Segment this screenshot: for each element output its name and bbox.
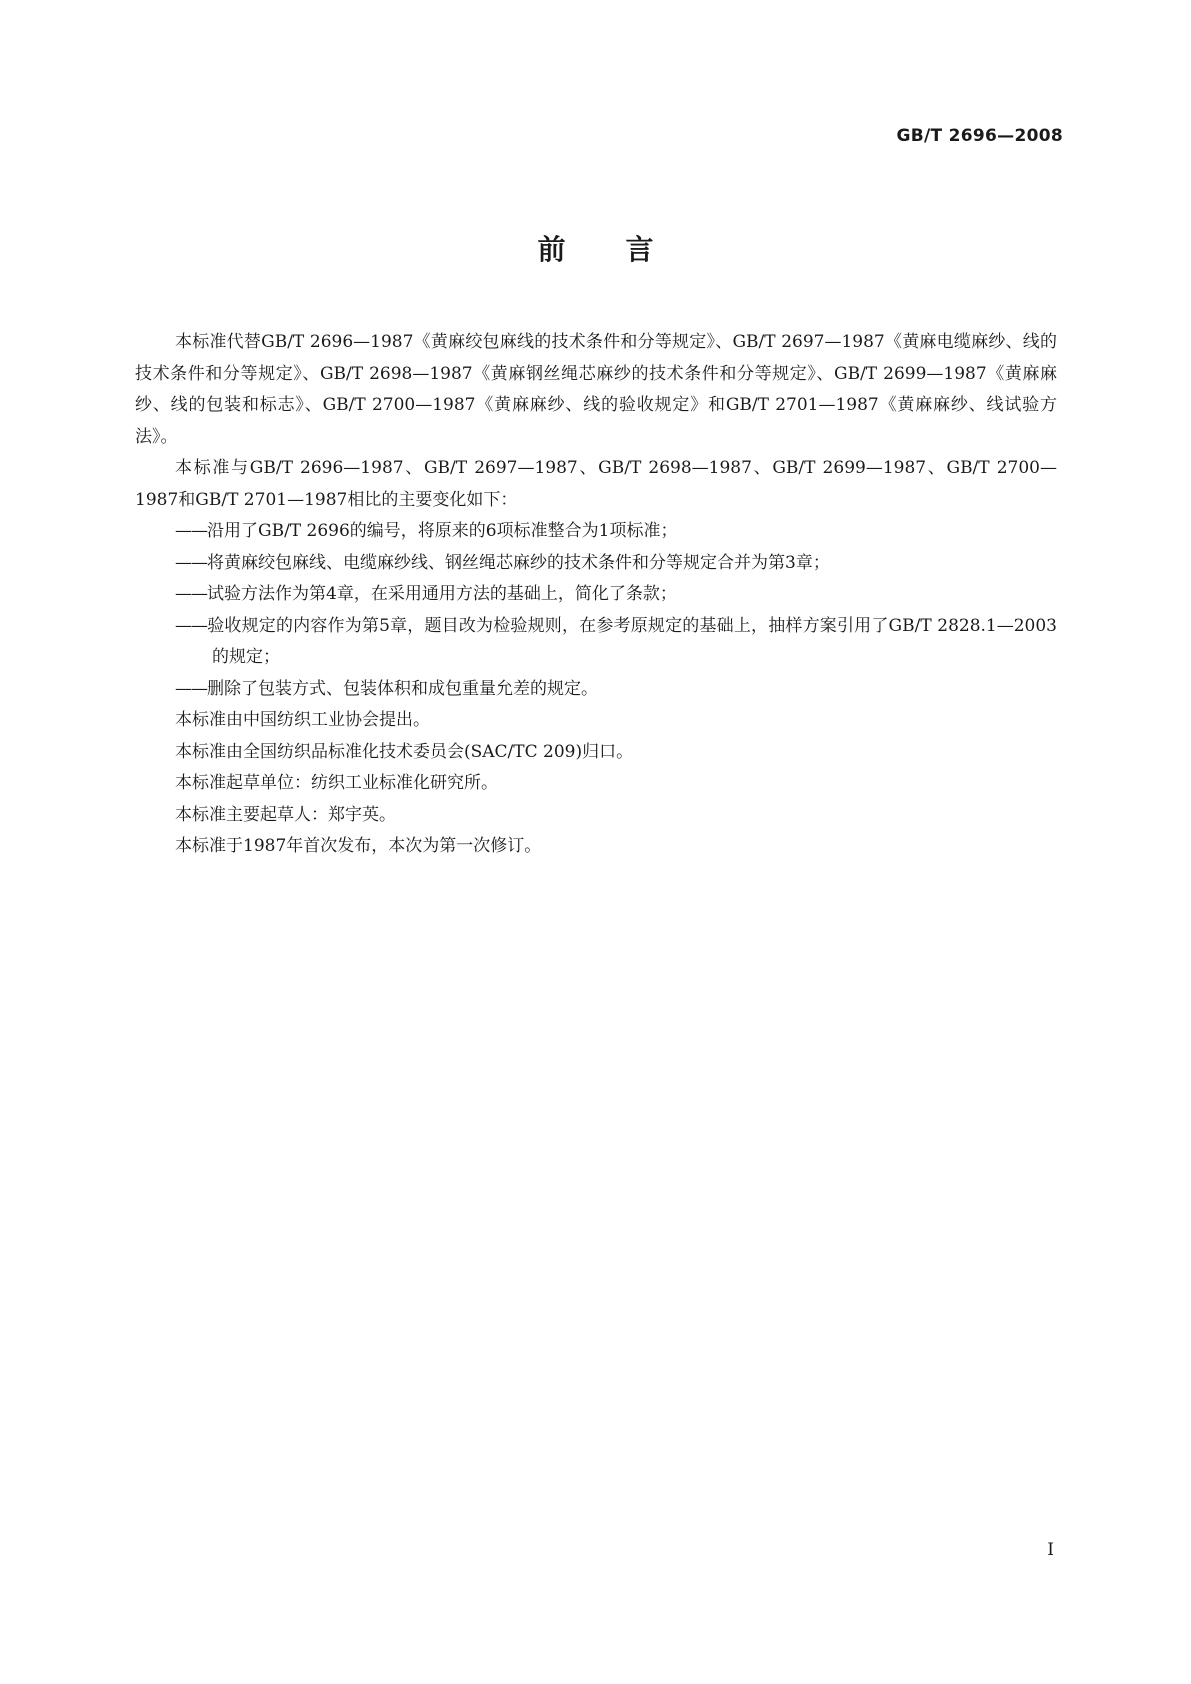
page-number: I [1047, 1540, 1054, 1560]
paragraph-changes-intro: 本标准与GB/T 2696—1987、GB/T 2697—1987、GB/T 2698—1987、GB/T 2699—1987、GB/T 2700—1987和GB/T 2701—1987相比的主要变化如下： [135, 458, 1057, 510]
paragraph-history: 本标准于1987年首次发布，本次为第一次修订。 [175, 836, 542, 856]
list-item [135, 579, 1057, 611]
list-item-text: 验收规定的内容作为第5章，题目改为检验规则，在参考原规定的基础上，抽样方案引用了GB/T 2828.1—2003的规定； [207, 615, 1057, 667]
list-item-text: 将黄麻绞包麻线、电缆麻纱线、钢丝绳芯麻纱的技术条件和分等规定合并为第3章； [207, 552, 830, 573]
paragraph-drafting-unit: 本标准起草单位：纺织工业标准化研究所。 [175, 773, 498, 793]
page-title: 前言 [537, 233, 714, 266]
list-item-text: 试验方法作为第4章，在采用通用方法的基础上，简化了条款； [207, 584, 677, 604]
dash-marker: —— [175, 521, 207, 541]
list-item [135, 516, 1057, 548]
foreword-body [135, 327, 1057, 863]
list-item [135, 611, 1057, 674]
dash-marker: —— [175, 552, 207, 573]
paragraph-main-drafter: 本标准主要起草人：郑宇英。 [175, 804, 396, 825]
list-item-text: 沿用了GB/T 2696的编号，将原来的6项标准整合为1项标准； [207, 521, 678, 541]
document-code: GB/T 2696—2008 [896, 126, 1063, 146]
list-item [135, 548, 1057, 580]
dash-marker: —— [175, 584, 207, 604]
paragraph-replaces: 本标准代替GB/T 2696—1987《黄麻绞包麻线的技术条件和分等规定》、GB/T 2697—1987《黄麻电缆麻纱、线的技术条件和分等规定》、GB/T 2698—1987《黄麻钢丝绳芯麻纱的技术条件和分等规定》、GB/T 2699—1987《黄麻麻纱、线的包装和标志》、GB/T 2700—1987《黄麻麻纱、线的验收规定》和GB/T 2701—1987《黄麻麻纱、线试验方法》。 [135, 332, 1057, 447]
changes-list [135, 516, 1057, 705]
paragraph-proposed-by: 本标准由中国纺织工业协会提出。 [175, 710, 430, 730]
dash-marker: —— [175, 615, 207, 636]
list-item [135, 674, 1057, 706]
paragraph-centralized-by: 本标准由全国纺织品标准化技术委员会(SAC/TC 209)归口。 [175, 741, 634, 762]
dash-marker: —— [175, 678, 207, 699]
list-item-text: 删除了包装方式、包装体积和成包重量允差的规定。 [207, 678, 598, 699]
